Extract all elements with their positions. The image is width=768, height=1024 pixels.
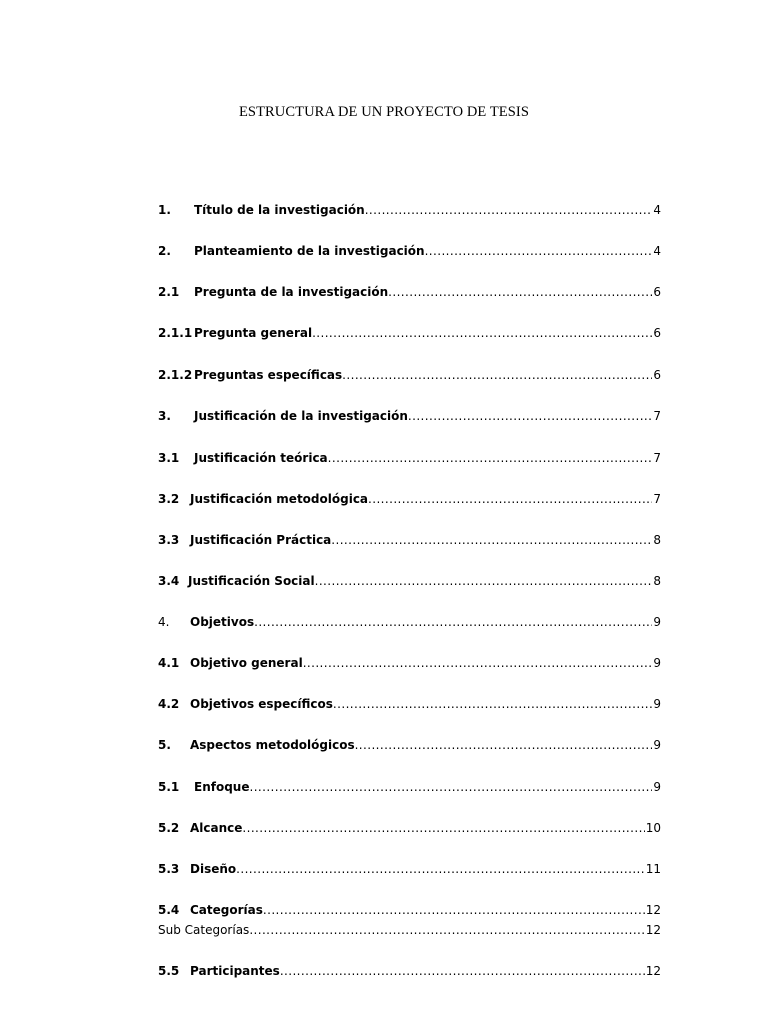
- toc-leader: [263, 902, 645, 918]
- toc-entry[interactable]: [158, 532, 661, 548]
- toc-entry[interactable]: [158, 243, 661, 259]
- toc-page-number: 6: [653, 326, 661, 340]
- toc-number: 5.4: [158, 903, 180, 917]
- toc-entry[interactable]: [158, 367, 661, 383]
- toc-leader: [328, 450, 653, 466]
- toc-label: Categorías: [190, 903, 263, 917]
- toc-leader: [333, 696, 652, 712]
- toc-page-number: 10: [645, 821, 661, 835]
- toc-label: Pregunta general: [194, 326, 313, 340]
- toc-label: Aspectos metodológicos: [190, 738, 355, 752]
- toc-page-number: 6: [653, 368, 661, 382]
- toc-leader: [342, 367, 652, 383]
- document-title: ESTRUCTURA DE UN PROYECTO DE TESIS: [238, 104, 530, 120]
- toc-label: Justificación teórica: [194, 451, 328, 465]
- toc-label: Objetivos específicos: [190, 697, 333, 711]
- toc-page-number: 4: [653, 203, 661, 217]
- toc-page-number: 9: [653, 780, 661, 794]
- toc-entry[interactable]: [158, 737, 661, 753]
- toc-leader: [355, 737, 653, 753]
- toc-page-number: 7: [653, 451, 661, 465]
- toc-page-number: 9: [653, 615, 661, 629]
- toc-label: Objetivos: [190, 615, 255, 629]
- toc-number: 4.2: [158, 697, 180, 711]
- toc-number: 1.: [158, 203, 171, 217]
- toc-number: 5.2: [158, 821, 180, 835]
- toc-label: Planteamiento de la investigación: [194, 244, 425, 258]
- toc-number: 3.1: [158, 451, 180, 465]
- toc-leader: [368, 491, 652, 507]
- toc-entry[interactable]: [158, 573, 661, 589]
- toc-page-number: 11: [645, 862, 661, 876]
- toc-number: 4.1: [158, 656, 180, 670]
- toc-number: 3.2: [158, 492, 180, 506]
- toc-label: Título de la investigación: [194, 203, 365, 217]
- toc-page-number: 12: [645, 903, 661, 917]
- toc-number: 5.3: [158, 862, 180, 876]
- toc-label: Justificación de la investigación: [194, 409, 408, 423]
- toc-label: Alcance: [190, 821, 243, 835]
- toc-number: 3.3: [158, 533, 180, 547]
- toc-entry[interactable]: [158, 614, 661, 630]
- toc-leader: [249, 922, 644, 938]
- toc-page-number: 12: [645, 964, 661, 978]
- toc-leader: [388, 284, 652, 300]
- toc-entry[interactable]: [158, 922, 661, 938]
- toc-leader: [249, 779, 652, 795]
- toc-leader: [408, 408, 652, 424]
- toc-page-number: 7: [653, 409, 661, 423]
- toc-label: Preguntas específicas: [194, 368, 343, 382]
- toc-number: 2.1.2: [158, 368, 193, 382]
- toc-page-number: 9: [653, 738, 661, 752]
- toc-number: 2.1: [158, 285, 180, 299]
- toc-label: Justificación Práctica: [190, 533, 332, 547]
- toc-entry[interactable]: [158, 202, 661, 218]
- toc-entry[interactable]: [158, 902, 661, 918]
- toc-page-number: 12: [645, 923, 661, 937]
- toc-entry[interactable]: [158, 491, 661, 507]
- toc-leader: [280, 963, 645, 979]
- toc-label: Diseño: [190, 862, 237, 876]
- toc-entry[interactable]: [158, 820, 661, 836]
- toc-leader: [425, 243, 653, 259]
- toc-page-number: 7: [653, 492, 661, 506]
- toc-leader: [242, 820, 644, 836]
- toc-leader: [331, 532, 652, 548]
- toc-page-number: 9: [653, 697, 661, 711]
- toc-label: Objetivo general: [190, 656, 303, 670]
- toc-label: Participantes: [190, 964, 280, 978]
- toc-page-number: 8: [653, 574, 661, 588]
- toc-label: Enfoque: [194, 780, 250, 794]
- toc-entry[interactable]: [158, 325, 661, 341]
- toc-leader: [315, 573, 653, 589]
- toc-number: 2.: [158, 244, 171, 258]
- toc-page-number: 8: [653, 533, 661, 547]
- toc-entry[interactable]: [158, 963, 661, 979]
- toc-number: 5.1: [158, 780, 180, 794]
- toc-entry[interactable]: [158, 655, 661, 671]
- toc-page-number: 6: [653, 285, 661, 299]
- toc-leader: [236, 861, 645, 877]
- toc-number: 5.5: [158, 964, 180, 978]
- toc-label: Justificación Social: [188, 574, 315, 588]
- toc-label: Pregunta de la investigación: [194, 285, 389, 299]
- toc-entry[interactable]: [158, 861, 661, 877]
- toc-number: 3.4: [158, 574, 180, 588]
- toc-leader: [365, 202, 653, 218]
- toc-number: 5.: [158, 738, 171, 752]
- toc-leader: [254, 614, 652, 630]
- toc-leader: [303, 655, 653, 671]
- toc-entry[interactable]: [158, 408, 661, 424]
- toc-page-number: 9: [653, 656, 661, 670]
- toc-entry[interactable]: [158, 450, 661, 466]
- toc-entry[interactable]: [158, 284, 661, 300]
- toc-leader: [312, 325, 652, 341]
- toc-label: Justificación metodológica: [190, 492, 369, 506]
- toc-number: 4.: [158, 615, 170, 629]
- toc-entry[interactable]: [158, 696, 661, 712]
- toc-page-number: 4: [653, 244, 661, 258]
- toc-label: Sub Categorías: [158, 923, 250, 937]
- toc-number: 3.: [158, 409, 171, 423]
- toc-number: 2.1.1: [158, 326, 193, 340]
- toc-entry[interactable]: [158, 779, 661, 795]
